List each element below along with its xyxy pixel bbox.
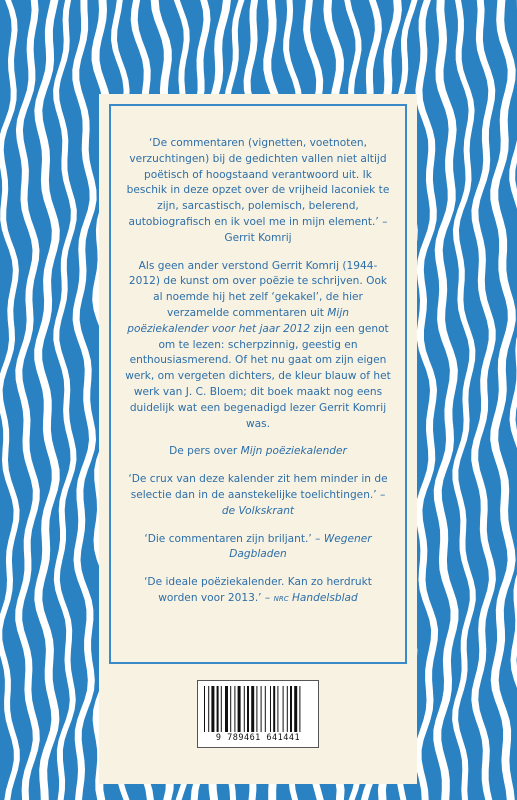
barcode-bar [238, 686, 241, 732]
book-description: Als geen ander verstond Gerrit Komrij (1944-2012) de kunst om over poëzie te schrijven. Ook al noemde hij het zelf ‘gekakel’, de hier verzamelde commentaren uit Mijn poëziekalender voor het jaar 2012 zijn een genot om te lezen: scherpzinnig, geestig en enthousiasmerend. Of het nu gaat om zijn eigen werk, om vergeten dichters, de kleur blauw of het werk van J. C. Bloem; dit boek maakt nog eens duidelijk wat een begenadigd lezer Gerrit Komrij was. [125, 259, 391, 430]
review-volkskrant: ‘De crux van deze kalender zit hem minder in de selectie dan in de aanstekelijke toelichtingen.’ – de Volkskrant [128, 473, 388, 517]
barcode-bar [256, 686, 257, 732]
barcode-bars [204, 686, 312, 732]
barcode-bar [265, 686, 266, 732]
blurb-content [125, 136, 391, 619]
barcode-bar [230, 686, 231, 732]
back-cover-panel [99, 94, 417, 784]
barcode-bar [217, 686, 219, 732]
barcode-bar [273, 686, 275, 732]
barcode-bar [277, 686, 278, 732]
barcode-bar [251, 686, 254, 732]
barcode-bar [287, 686, 288, 732]
barcode-bar [270, 686, 271, 732]
barcode-bar [283, 686, 284, 732]
barcode [197, 680, 319, 748]
barcode-bar [294, 686, 297, 732]
press-heading: De pers over Mijn poëziekalender [169, 445, 347, 458]
barcode-bar [211, 686, 214, 732]
barcode-bar [290, 686, 292, 732]
review-wegener: ‘Die commentaren zijn briljant.’ – Wegener Dagbladen [144, 532, 372, 561]
isbn-number: 9 789461 641441 [215, 733, 301, 743]
barcode-bar [244, 686, 245, 732]
barcode-bar [204, 686, 205, 732]
barcode-bar [247, 686, 249, 732]
barcode-bar [261, 686, 262, 732]
barcode-bar [225, 686, 228, 732]
barcode-bar [208, 686, 209, 732]
komrij-quote: ‘De commentaren (vignetten, voetnoten, verzuchtingen) bij de gedichten vallen niet altijd poëtisch of hoogstaand verantwoord uit. Ik beschik in deze opzet over de vrijheid laconiek te zijn, sarcastisch, polemisch, belerend, autobiografisch en ik voel me in mijn element.’ – Gerrit Komrij [126, 137, 390, 244]
review-nrc: ‘De ideale poëziekalender. Kan zo herdrukt worden voor 2013.’ – nrc Handelsblad [144, 576, 372, 604]
barcode-bar [221, 686, 222, 732]
book-title: Mijn poëziekalender voor het jaar 2012 [127, 306, 350, 335]
barcode-bar [234, 686, 235, 732]
barcode-bar [299, 686, 300, 732]
